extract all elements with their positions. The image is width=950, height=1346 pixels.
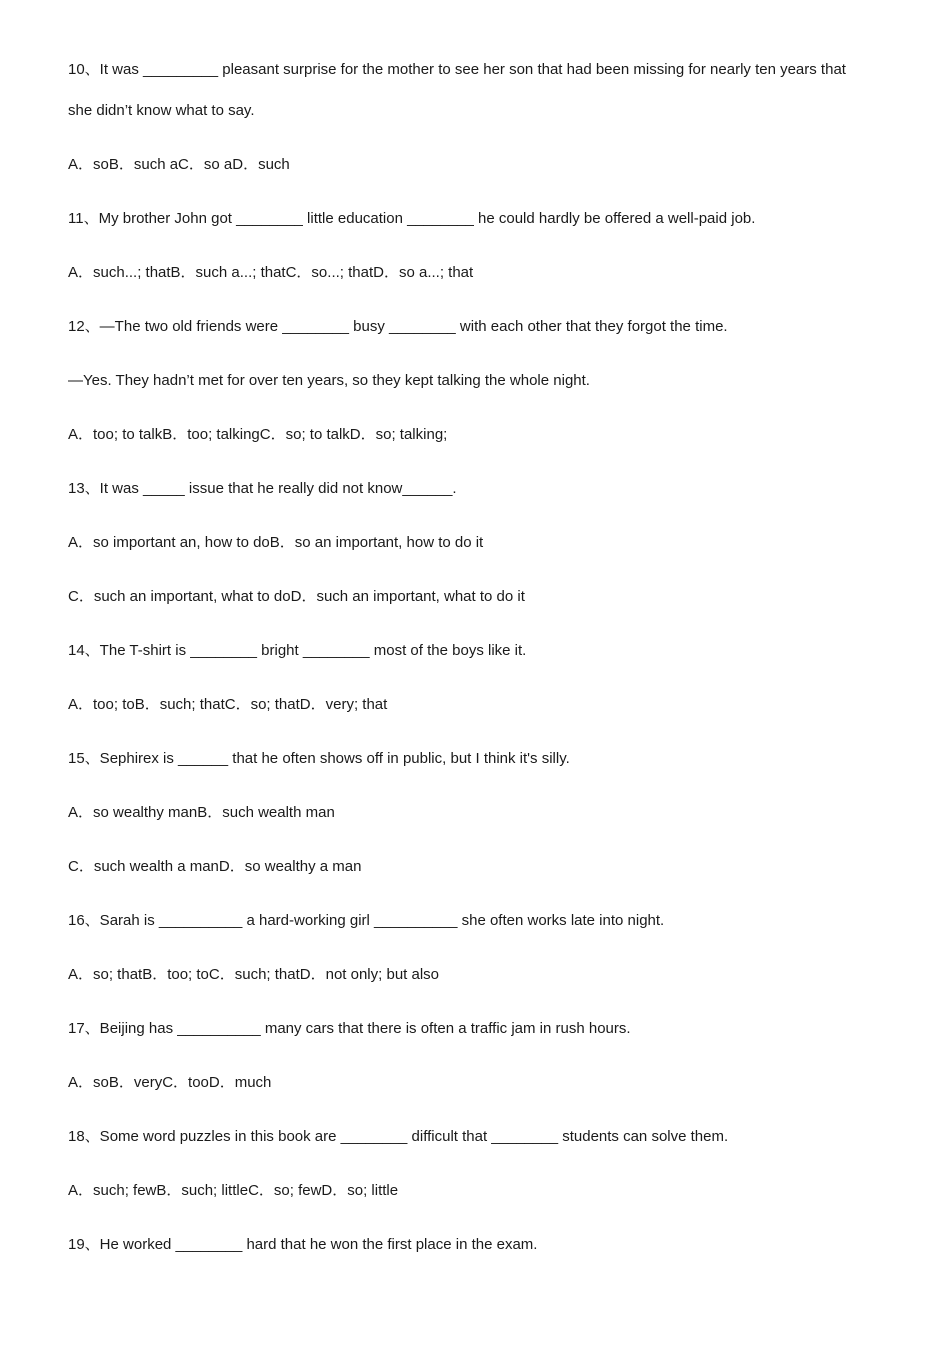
question-13-options-cd: C．such an important, what to doD．such an important, what to do it (68, 588, 525, 605)
question-10-stem-cont: she didn’t know what to say. (68, 102, 255, 119)
question-18-options: A．such; fewB．such; littleC．so; fewD．so; little (68, 1182, 399, 1199)
question-10-options: A．soB．such aC．so aD．such (68, 156, 290, 173)
question-13-stem: 13、It was _____ issue that he really did not know______. (68, 480, 457, 497)
question-18-stem: 18、Some word puzzles in this book are ________ difficult that ________ students can solve them. (68, 1128, 729, 1145)
question-13-options-ab: A．so important an, how to doB．so an important, how to do it (68, 534, 484, 551)
question-15-options-cd: C．such wealth a manD．so wealthy a man (68, 858, 362, 875)
question-19-stem: 19、He worked ________ hard that he won the first place in the exam. (68, 1236, 538, 1253)
question-17-options: A．soB．veryC．tooD．much (68, 1074, 272, 1091)
question-15-stem: 15、Sephirex is ______ that he often shows off in public, but I think it's silly. (68, 750, 570, 767)
question-14-stem: 14、The T-shirt is ________ bright ________ most of the boys like it. (68, 642, 527, 659)
question-14-options: A．too; toB．such; thatC．so; thatD．very; that (68, 696, 388, 713)
question-15-options-ab: A．so wealthy manB．such wealth man (68, 804, 335, 821)
question-11-options: A．such...; thatB．such a...; thatC．so...; thatD．so a...; that (68, 264, 474, 281)
question-10-stem: 10、It was _________ pleasant surprise for the mother to see her son that had been missing for nearly ten years that (68, 61, 846, 78)
question-12-options: A．too; to talkB．too; talkingC．so; to talkD．so; talking; (68, 426, 448, 443)
question-12-stem: 12、—The two old friends were ________ busy ________ with each other that they forgot the time. (68, 318, 728, 335)
question-17-stem: 17、Beijing has __________ many cars that there is often a traffic jam in rush hours. (68, 1020, 631, 1037)
question-16-options: A．so; thatB．too; toC．such; thatD．not only; but also (68, 966, 440, 983)
question-11-stem: 11、My brother John got ________ little education ________ he could hardly be offered a well-paid job. (68, 210, 756, 227)
question-12-reply: —Yes. They hadn’t met for over ten years, so they kept talking the whole night. (68, 372, 590, 389)
question-16-stem: 16、Sarah is __________ a hard-working girl __________ she often works late into night. (68, 912, 665, 929)
